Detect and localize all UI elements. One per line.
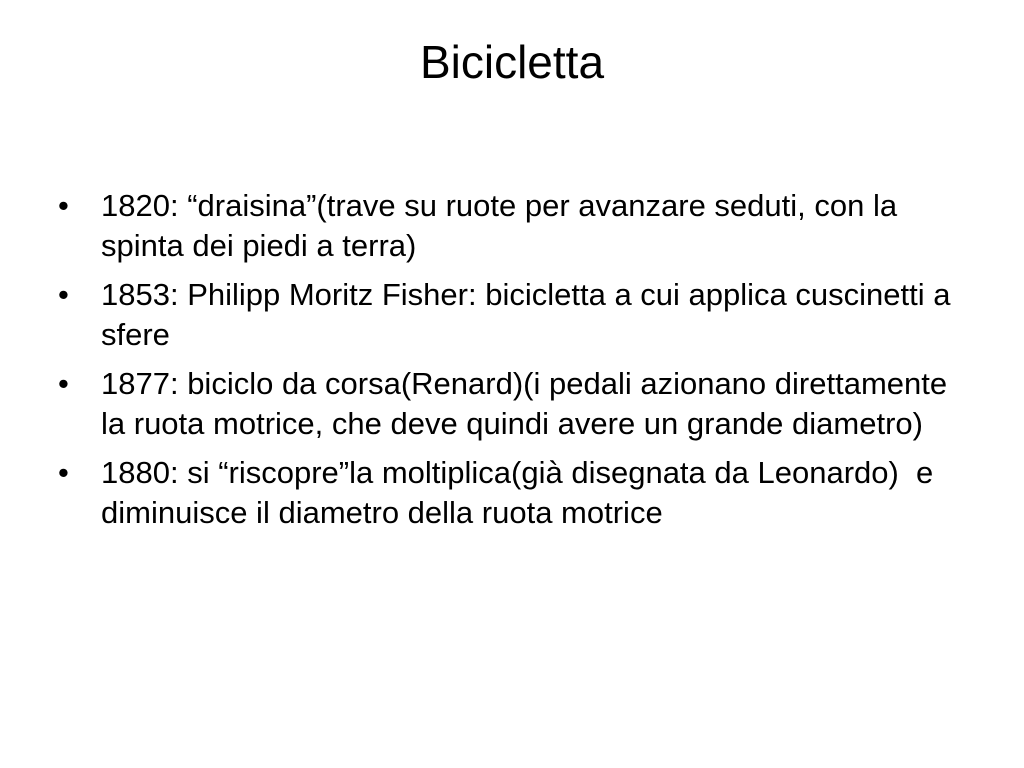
bullet-item-1820 — [58, 186, 978, 266]
bullet-item-1880 — [58, 453, 978, 533]
bullet-icon: • — [58, 277, 69, 312]
bullet-text: 1880: si “riscopre”la moltiplica(già disegnata da Leonardo) e diminuisce il diametro della ruota motrice — [101, 455, 942, 530]
bullet-item-1853 — [58, 275, 978, 355]
bullet-text: 1877: biciclo da corsa(Renard)(i pedali azionano direttamente la ruota motrice, che deve quindi avere un grande diametro) — [101, 366, 956, 441]
bullet-item-1877 — [58, 364, 978, 444]
bullet-list — [58, 186, 978, 542]
bullet-text: 1820: “draisina”(trave su ruote per avanzare seduti, con la spinta dei piedi a terra) — [101, 188, 906, 263]
bullet-icon: • — [58, 366, 69, 401]
bullet-icon: • — [58, 455, 69, 490]
bullet-icon: • — [58, 188, 69, 223]
slide-title: Bicicletta — [419, 36, 605, 88]
bullet-text: 1853: Philipp Moritz Fisher: bicicletta a cui applica cuscinetti a sfere — [101, 277, 960, 352]
